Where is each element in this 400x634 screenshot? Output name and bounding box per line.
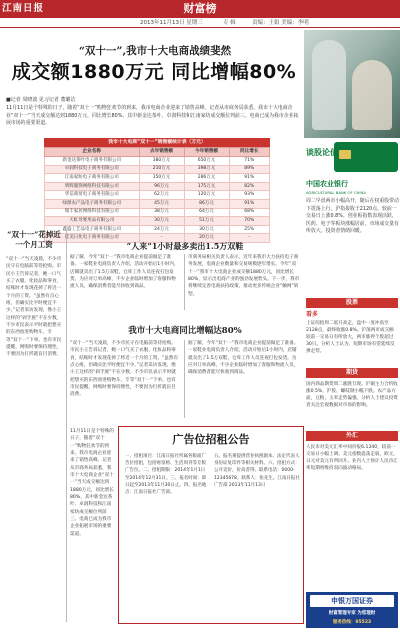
table-cell: 91%: [229, 174, 270, 183]
col-header: 同比增长: [229, 148, 270, 157]
table-cell: 38万元: [139, 208, 184, 217]
table-cell: 62万元: [139, 191, 184, 200]
column-divider: [184, 340, 185, 418]
column-divider: [184, 254, 185, 310]
table-row: [45, 182, 270, 191]
table-cell: 51万元: [184, 217, 229, 226]
table-row: [45, 217, 270, 226]
col3-body-continued: 据了解，今年“双十一”我市电商企业提前做足了准备。一家鞋业电商负责人介绍，活动开始后1小时内，店铺就卖出了1.5万双鞋，仓库工作人员连夜打包发货。为应对订单高峰，不少企业临时增加了客服和物流人员，确保消费者能尽快收到商品。: [188, 341, 299, 376]
person-figure: [352, 60, 392, 130]
col1-headline: “双十一”花掉近一个月工资: [7, 230, 61, 250]
stocks-subhead: 看多: [306, 311, 319, 318]
table-cell: 20万元: [184, 234, 229, 243]
masthead: 江南日报: [2, 3, 45, 14]
bank-name-en: AGRICULTURAL BANK OF CHINA: [306, 190, 366, 195]
table-row: [45, 165, 270, 174]
table-cell: 68%: [229, 208, 270, 217]
col3-body: “双十一”当天凌晨，不少市民守在电脑前等待抢购。市民小王告诉记者，她一口气买了衣服、化妆品和零食，结账时才发现花掉了将近一个月的工资。“虽然有点心疼，但确实比平时便宜不少。”记者采访发现，像小王这样的“剁手族”不在少数，不少市民表示平时就把想买的东西放进购物车，专等“双十一”下单。也有市民提醒，网购时要保持理性，不要因为打折就盲目消费。: [70, 341, 179, 398]
table-cell: 绿源农产品电子商务有限公司: [45, 199, 140, 208]
ad-notice-col1: 一、招租项目：江南日报社所属各版面广告位招租，包括财富榜、生活周刊等专版广告位。二、招租期限：2014年1月1日至2014年12月31日。三、报名时间：即日起至2013年11月30日止。四、报名地点：江南日报社广告部。: [125, 454, 207, 495]
table-cell: 64万元: [184, 208, 229, 217]
securities-advert: [306, 592, 398, 628]
col4-body: 11月11日是个特殊的日子，随着“双十一”购物狂欢节的到来，我市电商企业迎来了销售高峰。记者从市商务局获悉，我市十大电商企业“双十一”当天成交额达到1880万元，同比增长80%，其中新金达茶叶、卓润科技和江南家纺成交额位列前三。电商已成为我市企业拓展市场的重要渠道。: [70, 429, 114, 537]
ad-notice-col2: 五、报名须提供营业执照副本、法定代表人身份证复印件等相关材料。六、招租方式：公开竞价，价高者得。联系电话：0000-12345678。联系人：张先生。江南日报社广告部 2013年11月13日: [214, 454, 300, 488]
table-cell: 25%: [229, 225, 270, 234]
table-cell: 30万元: [139, 217, 184, 226]
table-cell: 华信商贸电子商务有限公司: [45, 191, 140, 200]
securities-name: 申银万国证券: [310, 595, 394, 607]
table-cell: 86万元: [184, 199, 229, 208]
table-cell: 瑞丰家居网络科技有限公司: [45, 208, 140, 217]
table-cell: 明辉服饰网络科技有限公司: [45, 182, 140, 191]
col2-body: 据了解，今年“双十一”我市电商企业提前做足了准备。一家鞋业电商负责人介绍，活动开始后1小时内，店铺就卖出了1.5万双鞋，仓库工作人员连夜打包发货。为应对订单高峰，不少企业临时增加了客服和物流人员，确保消费者能尽快收到商品。: [70, 255, 179, 290]
col1-body: “双十一”当天凌晨，不少市民守在电脑前等待抢购。市民小王告诉记者，她一口气买了衣服、化妆品和零食，结账时才发现花掉了将近一个月的工资。“虽然有点心疼，但确实比平时便宜不少。”记者采访发现，像小王这样的“剁手族”不在少数，不少市民表示平时就把想买的东西放进购物车，专等“双十一”下单。也有市民提醒，网购时要保持理性，不要因为打折就盲目消费。: [6, 257, 62, 358]
story-kicker: “双十一”,我市十大电商战绩斐然: [78, 45, 232, 57]
stocks-body: 上证综指周二低开高走，盘中一度冲高至2128点，最终收涨0.8%。沪深两市成交额较前一交易日有所放大，两市涨停个股超过30只。分析人士认为，短期市场有望延续反弹走势。: [306, 321, 395, 355]
table-cell: 新金达茶叶电子商务有限公司: [45, 157, 140, 166]
page-header: [0, 0, 400, 18]
col2-headline: “人来”1小时最多卖出1.5万双鞋: [126, 241, 244, 251]
forex-section-header: 外汇: [306, 431, 398, 441]
table-cell: 30万元: [184, 225, 229, 234]
col2-body-continued: 市商务局相关负责人表示，近年来我市大力扶持电子商务发展，电商企业数量和交易规模逐年增长。今年“双十一”我市十大电商企业成交额1880万元，同比增长80%，显示出电商产业的强劲发展势头。下一步，我市将继续完善电商扶持政策，推动更多传统企业“触网”转型。: [188, 255, 300, 297]
page-number: 专 辑: [223, 20, 236, 26]
futures-body: 国内商品期货周二涨跌互现。沪铜主力合约收涨0.5%，沪胶、螺纹钢小幅下跌。农产品方面，豆粕、玉米走势偏强。分析人士建议投资者关注宏观数据对市场的影响。: [306, 382, 398, 409]
dateline: 2013年11月13日 星期三: [140, 20, 203, 26]
table-row: [45, 157, 270, 166]
sales-table: [44, 138, 270, 243]
table-cell: 120万元: [184, 191, 229, 200]
advert-slogan: 谈股论债: [306, 148, 338, 157]
col-header: 企业名称: [45, 148, 140, 157]
col-header: 今年销售额: [184, 148, 229, 157]
table-cell: 70%: [229, 217, 270, 226]
table-cell: 71%: [229, 157, 270, 166]
table-cell: 91%: [229, 199, 270, 208]
story-lead: 11月11日是个特殊的日子，随着“双十一”购物狂欢节的到来，我市电商企业迎来了销售高峰。记者从市商务局获悉，我市十大电商企业“双十一”当天成交额达到1880万元，同比增长80%，其中新金达茶叶、卓润科技和江南家纺成交额位列前三。电商已成为我市企业拓展市场的重要渠道。: [6, 105, 299, 127]
stocks-section-header: 股票: [306, 298, 398, 308]
section-title: 财富榜: [183, 2, 217, 15]
table-cell: 210万元: [139, 165, 184, 174]
table-cell: 93%: [229, 191, 270, 200]
table-cell: 380万元: [139, 157, 184, 166]
table-cell: 45万元: [139, 199, 184, 208]
forex-body: 人民币对美元汇率中间价报6.1340，较前一交易日小幅上调。美元指数震荡走弱，欧元、日元对美元有所回升。业内人士预计人民币汇率短期将维持双向波动格局。: [306, 445, 398, 472]
table-cell: 鑫盛工艺品电子商务有限公司: [45, 225, 140, 234]
securities-hotline: 服务热线：95523: [332, 620, 372, 625]
bank-advert: [304, 30, 400, 256]
editors-line: 责编：王娟 美编：李明: [252, 20, 309, 26]
table-cell: 398万元: [184, 165, 229, 174]
col3-headline: 我市十大电商同比增幅达80%: [128, 326, 242, 336]
table-cell: 96万元: [139, 182, 184, 191]
ad-notice-title: 广告位招租公告: [172, 433, 250, 446]
table-cell: 天虹母婴用品有限公司: [45, 217, 140, 226]
table-cell: 卓润科技电子商务有限公司: [45, 165, 140, 174]
table-cell: 24万元: [139, 225, 184, 234]
ad-notice-box: [118, 426, 304, 624]
table-cell: 82%: [229, 182, 270, 191]
story-headline: 成交额1880万元 同比增幅80%: [11, 61, 297, 83]
bank-name: 中国农业银行: [306, 180, 348, 188]
table-row: [45, 199, 270, 208]
col-header: 去年销售额: [139, 148, 184, 157]
rank-table: [44, 147, 270, 243]
table-cell: 江南家纺电子商务有限公司: [45, 174, 140, 183]
story-byline: ■记者 周晓波 见习记者 董璐洁: [6, 97, 76, 103]
table-cell: -: [229, 234, 270, 243]
table-cell: 286万元: [184, 174, 229, 183]
table-cell: -: [139, 234, 184, 243]
table-row: [45, 191, 270, 200]
securities-tagline: 财富管理专家 为您理财: [328, 611, 376, 616]
table-cell: 佳美日化电子商务有限公司: [45, 234, 140, 243]
table-row: [45, 208, 270, 217]
table-cell: 650万元: [184, 157, 229, 166]
table-row: [45, 225, 270, 234]
table-row: [45, 174, 270, 183]
market-commentary: 周二早盘两市小幅高开，随后在权重股带动下震荡上行，沪指报收于2120点，较前一交易日上涨0.8%。创业板指数表现活跃，医药、电子等板块涨幅居前。市场成交量有所放大，投资者情绪回暖。: [306, 198, 399, 235]
person-figure: [312, 40, 346, 130]
table-cell: 175万元: [184, 182, 229, 191]
table-cell: 89%: [229, 165, 270, 174]
futures-section-header: 期货: [306, 368, 398, 378]
advert-photo: [304, 30, 400, 138]
table-cell: 150万元: [139, 174, 184, 183]
column-divider: [66, 230, 67, 622]
table-title: 我市十大电商“双十一”销售额统计表（万元）: [44, 138, 270, 147]
